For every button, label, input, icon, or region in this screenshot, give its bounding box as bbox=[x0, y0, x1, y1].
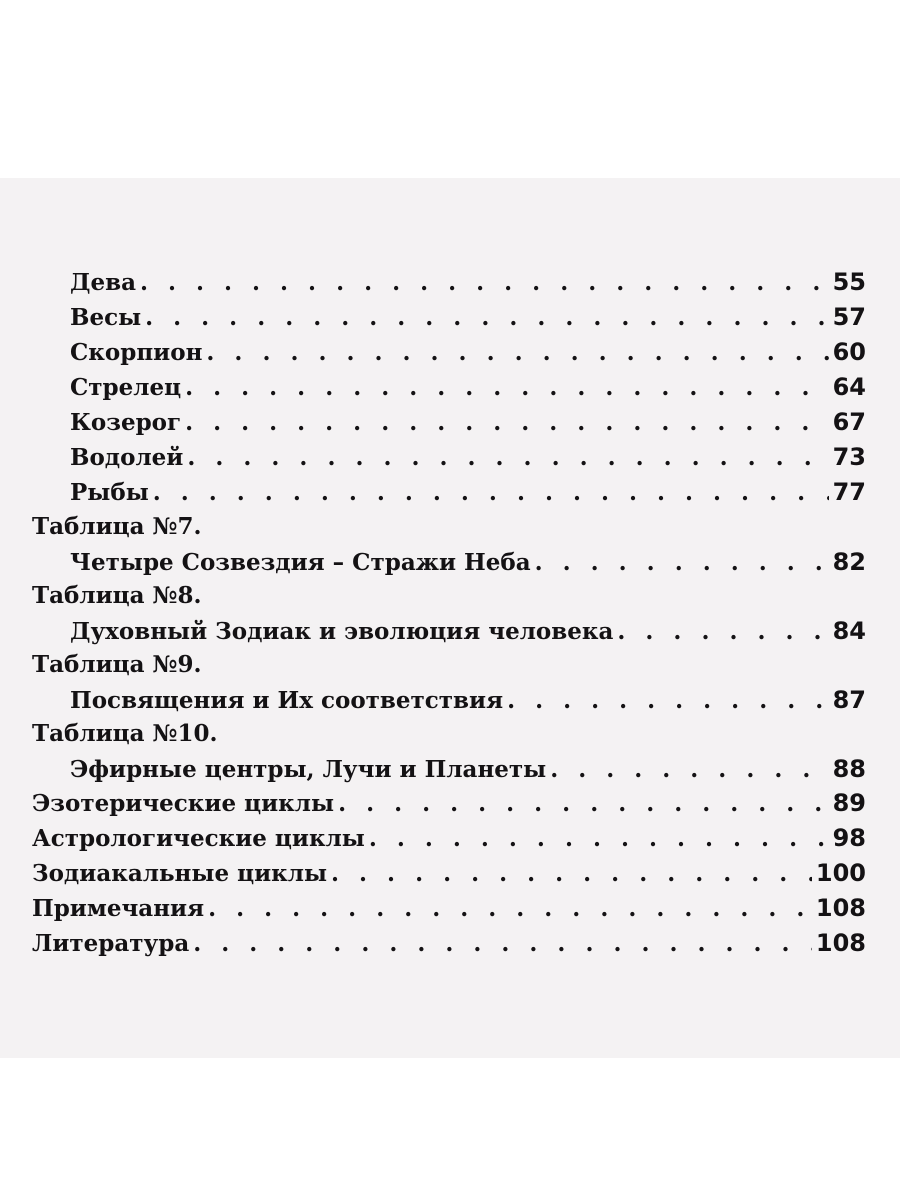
toc-row bbox=[32, 300, 866, 335]
dot-leader bbox=[187, 441, 828, 475]
toc-entry-title: Четыре Созвездия – Стражи Неба bbox=[70, 549, 531, 576]
toc-entry-title: Эфирные центры, Лучи и Планеты bbox=[70, 756, 547, 783]
toc-row bbox=[32, 440, 866, 475]
dot-leader bbox=[153, 476, 829, 510]
toc-table-heading: Таблица №9. bbox=[32, 651, 202, 678]
toc-page-number: 64 bbox=[832, 373, 866, 401]
dot-leader bbox=[140, 266, 829, 300]
toc-page-number: 55 bbox=[832, 268, 866, 296]
toc-row bbox=[32, 717, 866, 786]
toc-row bbox=[32, 891, 866, 926]
table-of-contents bbox=[32, 265, 866, 961]
dot-leader bbox=[369, 822, 829, 856]
dot-leader bbox=[535, 546, 829, 580]
toc-entry-title: Примечания bbox=[32, 895, 205, 922]
toc-row bbox=[32, 926, 866, 961]
toc-entry-title: Эзотерические циклы bbox=[32, 790, 335, 817]
toc-entry-title: Водолей bbox=[70, 444, 184, 471]
dot-leader bbox=[193, 927, 812, 961]
toc-page-number: 67 bbox=[832, 408, 866, 436]
dot-leader bbox=[206, 336, 828, 370]
toc-row bbox=[32, 579, 866, 648]
dot-leader bbox=[617, 615, 828, 649]
toc-entry-title: Литература bbox=[32, 930, 190, 957]
toc-table-heading: Таблица №10. bbox=[32, 720, 218, 747]
toc-row bbox=[32, 405, 866, 440]
toc-row bbox=[32, 510, 866, 579]
toc-entry-title: Рыбы bbox=[70, 479, 149, 506]
toc-row bbox=[32, 786, 866, 821]
toc-page-number: 108 bbox=[815, 929, 866, 957]
toc-page-number: 57 bbox=[832, 303, 866, 331]
toc-entry-title: Весы bbox=[70, 304, 142, 331]
toc-row bbox=[32, 335, 866, 370]
dot-leader bbox=[185, 371, 828, 405]
toc-table-heading: Таблица №8. bbox=[32, 582, 202, 609]
toc-entry-title: Астрологические циклы bbox=[32, 825, 365, 852]
toc-entry-title: Посвящения и Их соответствия bbox=[70, 687, 504, 714]
toc-entry-title: Дева bbox=[70, 269, 136, 296]
book-page bbox=[0, 178, 900, 1058]
dot-leader bbox=[338, 787, 829, 821]
dot-leader bbox=[331, 857, 812, 891]
toc-page-number: 82 bbox=[832, 548, 866, 576]
dot-leader bbox=[145, 301, 828, 335]
toc-page-number: 73 bbox=[832, 443, 866, 471]
toc-page-number: 77 bbox=[832, 478, 866, 506]
dot-leader bbox=[550, 753, 828, 787]
dot-leader bbox=[507, 684, 829, 718]
toc-entry-title: Скорпион bbox=[70, 339, 203, 366]
toc-entry-title: Духовный Зодиак и эволюция человека bbox=[70, 618, 614, 645]
toc-table-heading: Таблица №7. bbox=[32, 513, 202, 540]
dot-leader bbox=[185, 406, 829, 440]
toc-row bbox=[32, 648, 866, 717]
toc-page-number: 88 bbox=[832, 755, 866, 783]
toc-page-number: 108 bbox=[815, 894, 866, 922]
toc-row bbox=[32, 265, 866, 300]
toc-row bbox=[32, 821, 866, 856]
toc-row bbox=[32, 475, 866, 510]
toc-page-number: 60 bbox=[832, 338, 866, 366]
dot-leader bbox=[208, 892, 812, 926]
toc-row bbox=[32, 856, 866, 891]
toc-page-number: 84 bbox=[832, 617, 866, 645]
toc-row bbox=[32, 370, 866, 405]
toc-entry-title: Козерог bbox=[70, 409, 182, 436]
toc-page-number: 87 bbox=[832, 686, 866, 714]
toc-page-number: 89 bbox=[832, 789, 866, 817]
toc-entry-title: Стрелец bbox=[70, 374, 182, 401]
toc-entry-title: Зодиакальные циклы bbox=[32, 860, 328, 887]
toc-page-number: 98 bbox=[832, 824, 866, 852]
toc-page-number: 100 bbox=[815, 859, 866, 887]
